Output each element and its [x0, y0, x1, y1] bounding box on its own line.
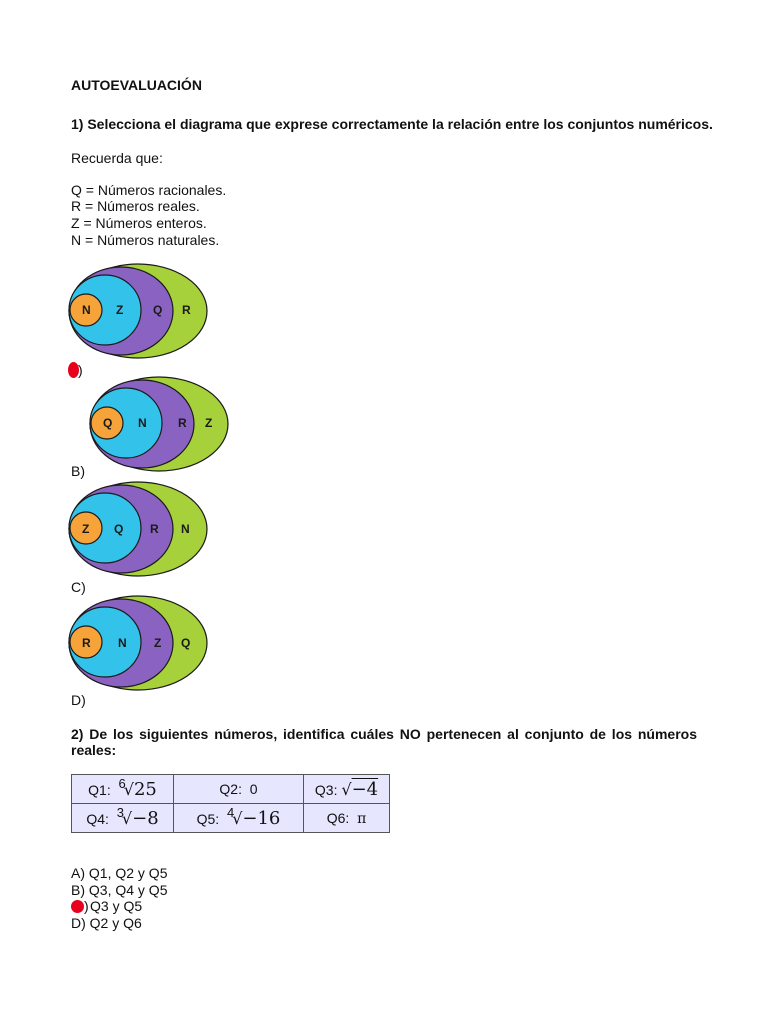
- cell-value: 0: [249, 781, 258, 797]
- venn-a-label-3: Q: [153, 303, 163, 317]
- table-row: [72, 775, 390, 804]
- answer-d[interactable]: D) Q2 y Q6: [71, 915, 142, 931]
- table-cell-q3: [304, 775, 390, 804]
- table-cell-q4: [72, 804, 174, 833]
- root-index: 3: [116, 804, 124, 820]
- cell-label: Q5:: [196, 810, 220, 827]
- venn-b-label-3: R: [178, 416, 187, 430]
- venn-b-label-1: Q: [103, 416, 113, 430]
- venn-a-label-2: Z: [116, 303, 124, 317]
- answer-c-paren: ): [84, 898, 89, 914]
- radical-sign-icon: √: [232, 808, 243, 828]
- cell-label: Q1:: [88, 781, 111, 798]
- venn-c-label-3: R: [150, 522, 159, 536]
- venn-d-label-1: R: [82, 636, 91, 650]
- table-cell-q2: [174, 775, 304, 804]
- venn-c-label-1: Z: [82, 522, 90, 536]
- answer-b[interactable]: B) Q3, Q4 y Q5: [71, 882, 168, 898]
- radicand: −8: [132, 807, 159, 829]
- venn-diagram-d[interactable]: [68, 594, 210, 692]
- venn-d-label-4: Q: [181, 636, 191, 650]
- definition-z: Z = Números enteros.: [71, 215, 207, 231]
- radicand: −16: [242, 807, 281, 829]
- venn-d-label-3: Z: [154, 636, 162, 650]
- option-a-paren: ): [78, 362, 83, 378]
- answer-c[interactable]: Q3 y Q5: [90, 898, 143, 914]
- venn-c-label-4: N: [181, 522, 190, 536]
- venn-a-label-1: N: [82, 303, 91, 317]
- selected-answer-marker: [71, 900, 84, 913]
- table-cell-q5: [174, 804, 304, 833]
- cell-label: Q3:: [314, 781, 338, 798]
- cell-value: π: [357, 810, 367, 827]
- answer-a[interactable]: A) Q1, Q2 y Q5: [71, 865, 168, 881]
- question-1-prompt: 1) Selecciona el diagrama que exprese correctamente la relación entre los conjuntos numéricos.: [71, 116, 713, 132]
- option-b-label[interactable]: B): [71, 463, 85, 479]
- question-2-prompt-line-2: reales:: [71, 742, 117, 758]
- table-cell-q1: [72, 775, 174, 804]
- radicand: −4: [351, 778, 379, 800]
- option-c-label[interactable]: C): [71, 579, 86, 595]
- radical-sign-icon: √: [123, 779, 134, 799]
- definition-r: R = Números reales.: [71, 198, 200, 214]
- venn-b-label-2: N: [138, 416, 147, 430]
- root-index: 4: [226, 804, 235, 820]
- table-cell-q6: [304, 804, 390, 833]
- definition-n: N = Números naturales.: [71, 232, 220, 248]
- venn-a-label-4: R: [182, 303, 191, 317]
- venn-diagram-b[interactable]: [89, 375, 231, 473]
- venn-c-label-2: Q: [114, 522, 124, 536]
- question-2-prompt-line-1: 2) De los siguientes números, identifica cuáles NO pertenecen al conjunto de los números: [71, 726, 697, 742]
- numbers-table: [71, 774, 390, 833]
- cell-label: Q6:: [326, 809, 350, 826]
- page-title: AUTOEVALUACIÓN: [71, 77, 202, 93]
- venn-b-label-4: Z: [205, 416, 213, 430]
- definition-q: Q = Números racionales.: [71, 182, 227, 198]
- radical-sign-icon: √: [121, 808, 133, 828]
- radicand: 25: [133, 778, 157, 800]
- root-index: 6: [118, 775, 126, 791]
- cell-label: Q4:: [86, 810, 109, 827]
- venn-diagram-a[interactable]: [68, 262, 210, 360]
- radical-sign-icon: √: [341, 779, 352, 799]
- option-d-label[interactable]: D): [71, 692, 86, 708]
- venn-diagram-c[interactable]: [68, 480, 210, 578]
- venn-d-label-2: N: [118, 636, 127, 650]
- table-row: [72, 804, 390, 833]
- cell-label: Q2:: [219, 781, 242, 797]
- reminder-intro: Recuerda que:: [71, 150, 163, 166]
